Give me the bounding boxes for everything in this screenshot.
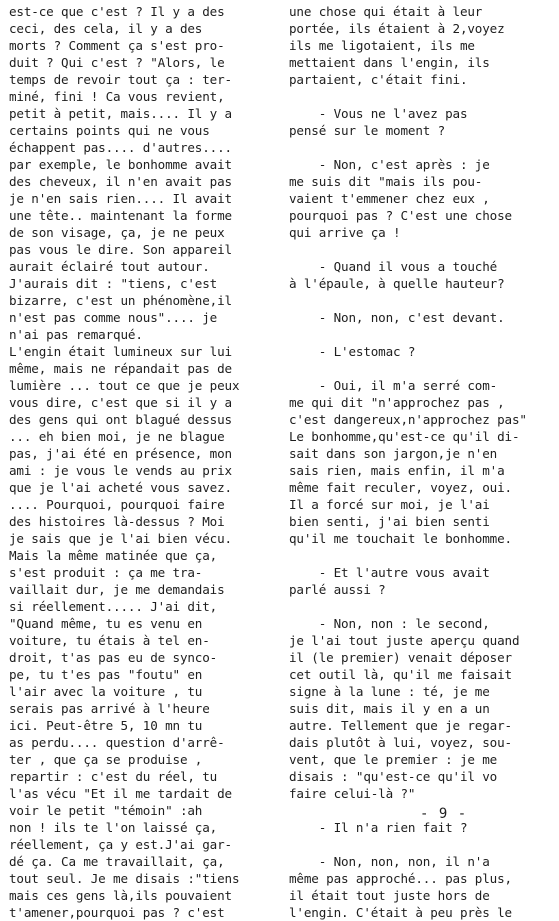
text-line (289, 88, 551, 105)
text-line: - Oui, il m'a serré com- (289, 378, 498, 393)
text-line: ici. Peut-être 5, 10 mn tu (9, 718, 203, 733)
text-line: Le bonhomme,qu'est-ce qu'il di- (289, 429, 520, 444)
text-line: - Il n'a rien fait ? (289, 820, 468, 835)
text-line: par exemple, le bonhomme avait (9, 157, 232, 172)
text-line: serais pas arrivé à l'heure (9, 701, 210, 716)
text-line: vent, que le premier : je me (289, 752, 498, 767)
text-line: est-ce que c'est ? Il y a des (9, 4, 225, 19)
text-line: pe, tu t'es pas "foutu" en (9, 667, 203, 682)
text-line: miné, fini ! Ca vous revient, (9, 89, 225, 104)
text-line: .... Pourquoi, pourquoi faire (9, 497, 225, 512)
text-line: ter , que ça se produise , (9, 752, 203, 767)
text-line: repartir : c'est du réel, tu (9, 769, 218, 784)
text-line (289, 360, 551, 377)
right-text-column (289, 3, 551, 921)
text-line (289, 836, 551, 853)
text-line: de son visage, ça, je ne peux (9, 225, 225, 240)
text-line: disais : "qu'est-ce qu'il vo (289, 769, 498, 784)
text-line: dé ça. Ca me travaillait, ça, (9, 854, 225, 869)
text-line: tout seul. Je me disais :"tiens (9, 871, 240, 886)
text-line: lumière ... tout ce que je peux (9, 378, 240, 393)
text-line: sais rien, mais enfin, il m'a (289, 463, 505, 478)
left-text-column (9, 3, 275, 921)
text-line: une tête.. maintenant la forme (9, 208, 232, 223)
text-line: que je l'ai acheté vous savez. (9, 480, 232, 495)
text-line: t'amener,pourquoi pas ? c'est (9, 905, 225, 920)
text-line: aurait éclairé tout autour. (9, 259, 210, 274)
text-line: voiture, tu étais à tel en- (9, 633, 210, 648)
text-line: je n'en sais rien.... Il avait (9, 191, 232, 206)
text-line: autre. Tellement que je regar- (289, 718, 512, 733)
text-line: - L'estomac ? (289, 344, 416, 359)
text-line: l'as vécu "Et il me tardait de (9, 786, 232, 801)
text-line: Il a forcé sur moi, je l'ai (289, 497, 490, 512)
text-line: il était tout juste hors de (289, 888, 490, 903)
text-line (289, 547, 551, 564)
text-line: parlé aussi ? (289, 582, 386, 597)
text-line: pas, j'ai été en présence, mon (9, 446, 232, 461)
text-line: vaillait dur, je me demandais (9, 582, 225, 597)
text-line: faire celui-là ?" (289, 786, 416, 801)
text-line (289, 292, 551, 309)
text-line: vous dire, c'est que si il y a (9, 395, 232, 410)
text-line: ils me ligotaient, ils me (289, 38, 475, 53)
text-line: portée, ils étaient à 2,voyez (289, 21, 505, 36)
text-line: pensé sur le moment ? (289, 123, 446, 138)
text-line: qui arrive ça ! (289, 225, 401, 240)
text-line: partaient, c'était fini. (289, 72, 468, 87)
text-line: c'est dangereux,n'approchez pas" (289, 412, 527, 427)
text-line: me qui dit "n'approchez pas , (289, 395, 505, 410)
text-line: suis dit, mais il y en a un (289, 701, 490, 716)
text-line: l'engin. C'était à peu près le (289, 905, 512, 920)
text-line: - Vous ne l'avez pas (289, 106, 468, 121)
text-line: il (le premier) venait déposer (289, 650, 512, 665)
text-line: je l'ai tout juste aperçu quand (289, 633, 520, 648)
text-line: petit à petit, mais.... Il y a (9, 106, 232, 121)
text-line: cet outil là, qu'il me faisait (289, 667, 512, 682)
text-line: me suis dit "mais ils pou- (289, 174, 483, 189)
text-line: bizarre, c'est un phénomène,il (9, 293, 232, 308)
text-line: morts ? Comment ça s'est pro- (9, 38, 225, 53)
text-line: pourquoi pas ? C'est une chose (289, 208, 512, 223)
text-line: as perdu.... question d'arrê- (9, 735, 225, 750)
text-line: même pas approché... pas plus, (289, 871, 512, 886)
text-line: vaient t'emmener chez eux , (289, 191, 490, 206)
text-line: réellement, ça y est.J'ai gar- (9, 837, 232, 852)
text-line: - Non, non, c'est devant. (289, 310, 505, 325)
text-line: je sais que je l'ai bien vécu. (9, 531, 232, 546)
text-line: même fait reculer, voyez, oui. (289, 480, 512, 495)
text-line: - Non, c'est après : je (289, 157, 490, 172)
text-line: si réellement..... J'ai dit, (9, 599, 218, 614)
text-line: pas vous le dire. Son appareil (9, 242, 232, 257)
text-line: dais plutôt à lui, voyez, sou- (289, 735, 512, 750)
text-line (289, 326, 551, 343)
text-line: duit ? Qui c'est ? "Alors, le (9, 55, 225, 70)
text-line (289, 139, 551, 156)
text-line: droit, t'as pas eu de synco- (9, 650, 218, 665)
text-line: mettaient dans l'engin, ils (289, 55, 490, 70)
text-line: - Non, non, non, il n'a (289, 854, 490, 869)
text-line: "Quand même, tu es venu en (9, 616, 203, 631)
text-line: l'air avec la voiture , tu (9, 684, 203, 699)
text-line: sait dans son jargon,je n'en (289, 446, 498, 461)
text-line: ... eh bien moi, je ne blague (9, 429, 225, 444)
text-line: n'ai pas remarqué. (9, 327, 143, 342)
text-line: ceci, des cela, il y a des (9, 21, 203, 36)
text-line: - Quand il vous a touché (289, 259, 498, 274)
text-line: temps de revoir tout ça : ter- (9, 72, 232, 87)
text-line: échappent pas.... d'autres.... (9, 140, 232, 155)
text-line: voir le petit "témoin" :ah (9, 803, 203, 818)
text-line: L'engin était lumineux sur lui (9, 344, 232, 359)
text-line: certains points qui ne vous (9, 123, 210, 138)
text-line: ami : je vous le vends au prix (9, 463, 232, 478)
text-line: Mais la même matinée que ça, (9, 548, 218, 563)
text-line: qu'il me touchait le bonhomme. (289, 531, 512, 546)
text-line: bien senti, j'ai bien senti (289, 514, 490, 529)
page-number: - 9 - (420, 806, 468, 822)
text-line: J'aurais dit : "tiens, c'est (9, 276, 218, 291)
text-line: une chose qui était à leur (289, 4, 483, 19)
text-line: - Non, non : le second, (289, 616, 490, 631)
text-line (289, 598, 551, 615)
text-line: signe à la lune : té, je me (289, 684, 490, 699)
text-line: non ! ils te l'on laissé ça, (9, 820, 218, 835)
text-line: n'est pas comme nous".... je (9, 310, 218, 325)
text-line: même, mais ne répandait pas de (9, 361, 232, 376)
text-line: des histoires là-dessus ? Moi (9, 514, 225, 529)
text-line: des gens qui ont blagué dessus (9, 412, 232, 427)
text-line (289, 241, 551, 258)
text-line: - Et l'autre vous avait (289, 565, 490, 580)
text-line: à l'épaule, à quelle hauteur? (289, 276, 505, 291)
text-line: mais ces gens là,ils pouvaient (9, 888, 232, 903)
text-line: s'est produit : ça me tra- (9, 565, 203, 580)
text-line: des cheveux, il n'en avait pas (9, 174, 232, 189)
